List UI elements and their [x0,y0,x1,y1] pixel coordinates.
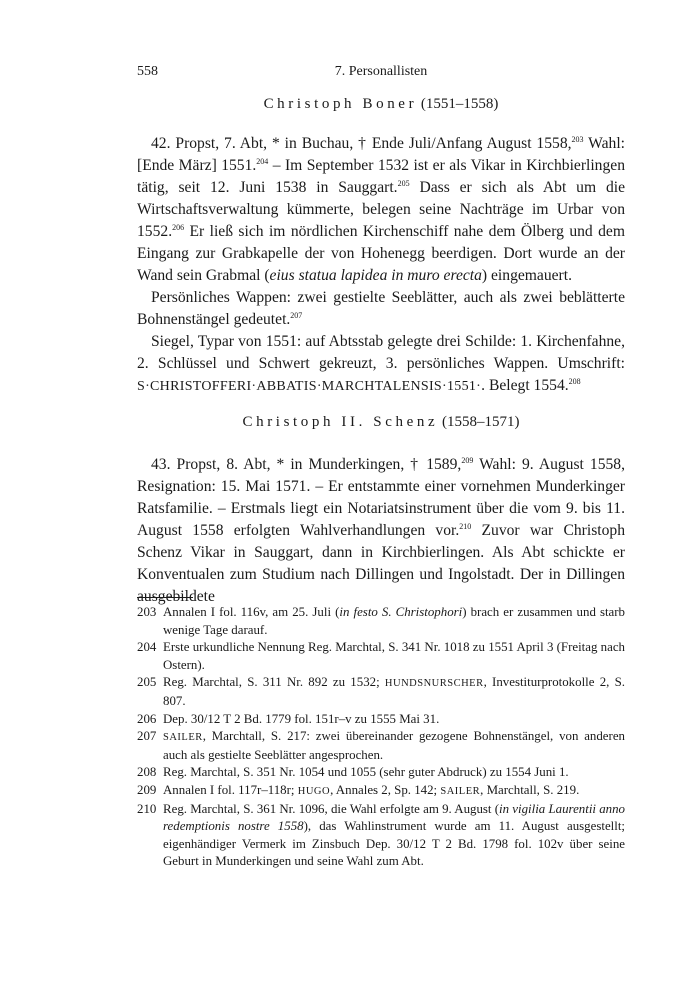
footnote: 208 Reg. Marchtal, S. 351 Nr. 1054 und 1055 (sehr guter Abdruck) zu 1554 Juni 1. [137,764,625,782]
body-schenz [137,454,625,608]
body-boner [137,133,625,398]
section-heading-dates: (1551–1558) [420,96,499,112]
footnote-number: 204 [137,640,157,655]
section-heading-dates: (1558–1571) [441,414,520,430]
paragraph: 42. Propst, 7. Abt, * in Buchau, † Ende Juli/Anfang August 1558,$^{203}$ Wahl: [Ende März] 1551.$^{204}$ – Im September 1532 ist er als Vikar in Kirchbierlingen tätig, seit 12. Juni 1538 in Sauggart.$^{205}$ Dass er sich als Abt um die Wirtschaftsverwaltung kümmerte, belegen seine Nachträge im Urbar von 1552.$^{206}$ Er ließ sich im nördlichen Kirchenschiff nahe dem Ölberg und dem Eingang zur Grabkapelle der von Hohenegg beerdigen. Dort wurde an der Wand sein Grabmal (eius statua lapidea in muro erecta) eingemauert. [137,134,626,284]
latin-quote: eius statua lapidea in muro erecta [269,267,482,284]
footnote-divider [137,597,193,598]
chapter-title: 7. Personallisten [334,64,428,79]
footnote: 209 Annalen I fol. 117r–118r; HUGO, Annales 2, Sp. 142; SAILER, Marchtall, S. 219. [137,782,625,801]
footnote-number: 210 [137,801,157,816]
footnote-number: 209 [137,782,157,797]
section-heading-boner [137,96,625,113]
page-number: 558 [137,64,158,79]
footnote-ref: 206 [172,222,185,232]
paragraph: Persönliches Wappen: zwei gestielte Seeblätter, auch als zwei beblätterte Bohnenstängel gedeutet.$^{207}$ [137,289,625,328]
footnote-number: 205 [137,675,157,690]
footnote-ref: 210 [459,521,472,531]
footnote-ref: 207 [290,310,303,320]
footnote-number: 208 [137,765,157,780]
footnote-ref: 203 [571,134,584,144]
paragraph: Siegel, Typar von 1551: auf Abtsstab gelegte drei Schilde: 1. Kirchenfahne, 2. Schlüssel und Schwert gekreuzt, 3. persönliches Wappen. Umschrift: S·CHRISTOFFERI·ABBATIS·MARCHTALENSIS·1551·. Belegt 1554.$^{208}$ [137,333,625,394]
section-heading-schenz [137,414,625,431]
section-heading-name: Christoph Boner [263,96,418,112]
paragraph: 43. Propst, 8. Abt, * in Munderkingen, † 1589,$^{209}$ Wahl: 9. August 1558, Resignation: 15. Mai 1571. – Er entstammte einer vornehmen Munderkinger Ratsfamilie. – Erstmals liegt ein Notariatsinstrument über die vom 9. bis 11. August 1558 erfolgten Wahlverhandlungen vor.$^{210}$ Zuvor war Christoph Schenz Vikar in Sauggart, dann in Kirchbierlingen. Als Abt schickte er Konventualen zum Studium nach Dillingen und Ingolstadt. Der in Dillingen ausgebildete [137,455,625,605]
footnote-ref: 204 [256,156,269,166]
footnote: 210 Reg. Marchtal, S. 361 Nr. 1096, die Wahl erfolgte am 9. August (in vigilia Laurentii anno redemptionis nostre 1558), das Wahlinstrument wurde am 11. August ausgestellt; eigenhändiger Vermerk im Zinsbuch Dep. 30/12 T 2 Bd. 1798 fol. 102v über seine Geburt in Munderkingen und seine Wahl zum Abt. [137,801,625,869]
footnote-ref: 205 [397,178,410,188]
section-heading-name: Christoph II. Schenz [242,414,439,430]
running-head [137,64,625,84]
footnote-ref: 209 [461,455,474,465]
footnote: 204 Erste urkundliche Nennung Reg. Marchtal, S. 341 Nr. 1018 zu 1551 April 3 (Freitag nach Ostern). [137,640,625,672]
footnote-ref: 208 [568,376,581,386]
footnote: 207 SAILER, Marchtall, S. 217: zwei übereinander gezogene Bohnenstängel, von anderen auch als gestielte Seeblätter angesprochen. [137,729,625,762]
seal-inscription: S·CHRISTOFFERI·ABBATIS·MARCHTALENSIS·1551· [137,379,482,394]
footnote: 205 Reg. Marchtal, S. 311 Nr. 892 zu 1532; HUNDSNURSCHER, Investiturprotokolle 2, S. 807. [137,675,625,708]
footnote: 206 Dep. 30/12 T 2 Bd. 1779 fol. 151r–v zu 1555 Mai 31. [137,711,625,729]
footnote-number: 206 [137,711,157,726]
footnote-number: 203 [137,605,157,619]
footnote: 203 Annalen I fol. 116v, am 25. Juli (in festo S. Christophori) brach er zusammen und starb wenige Tage darauf. [137,605,626,637]
footnotes [137,604,625,871]
footnote-number: 207 [137,729,157,744]
